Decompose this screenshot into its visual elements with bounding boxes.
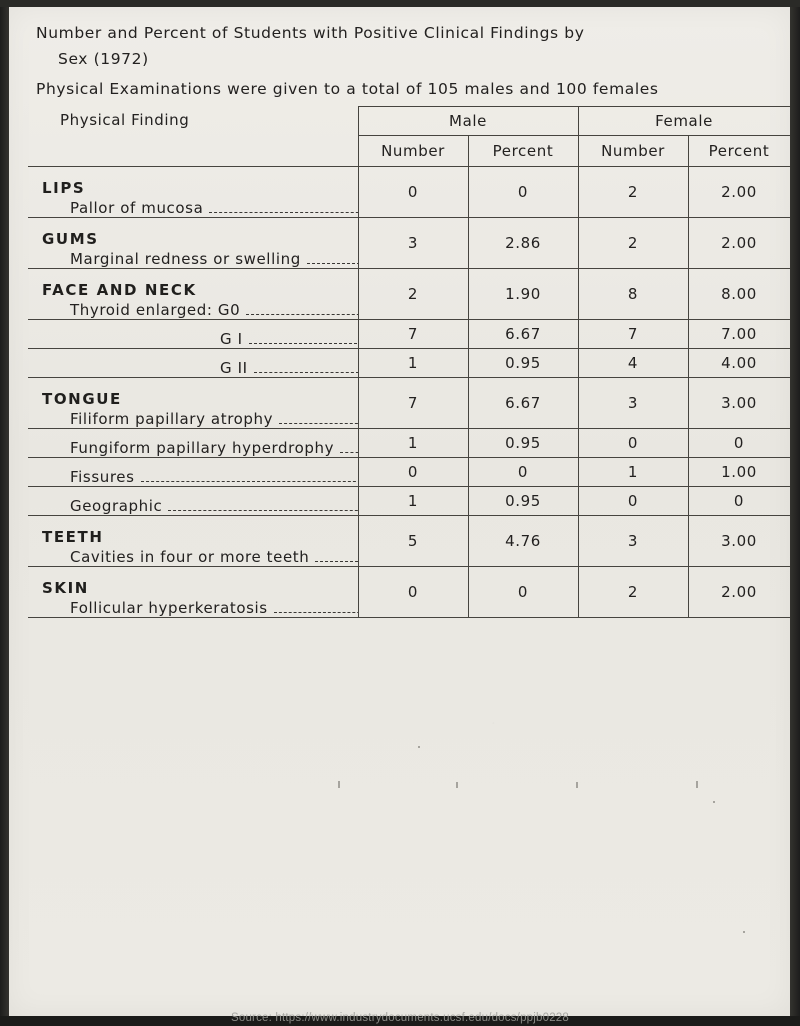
leader-dots (315, 561, 357, 562)
value-male-number: 5 (358, 516, 468, 567)
finding-label-row (36, 548, 358, 566)
value-male-number: 2 (358, 269, 468, 320)
finding-cell (28, 269, 358, 320)
column-header-female-percent: Percent (688, 136, 790, 167)
finding-cell (28, 218, 358, 269)
table-row (28, 349, 790, 378)
finding-label-row (36, 359, 358, 377)
title-line-2: Sex (1972) (58, 50, 149, 68)
table-row (28, 567, 790, 618)
column-header-female: Female (578, 107, 790, 136)
table-header-group-row (28, 107, 790, 136)
finding-cell (28, 167, 358, 218)
table-row (28, 487, 790, 516)
finding-cell (28, 349, 358, 378)
leader-dots (254, 372, 358, 373)
finding-label-row (36, 468, 358, 486)
value-female-percent: 0 (688, 429, 790, 458)
value-female-percent: 1.00 (688, 458, 790, 487)
value-male-number: 0 (358, 167, 468, 218)
leader-dots (274, 612, 358, 613)
value-female-number: 2 (578, 567, 688, 618)
table-row (28, 458, 790, 487)
value-female-number: 3 (578, 516, 688, 567)
table-header (28, 107, 790, 167)
finding-label-row (36, 439, 358, 457)
leader-dots (279, 423, 357, 424)
finding-cell (28, 429, 358, 458)
finding-cell (28, 567, 358, 618)
paper-speck (418, 746, 420, 748)
value-male-percent: 0.95 (468, 429, 578, 458)
table-row (28, 167, 790, 218)
column-header-male-number: Number (358, 136, 468, 167)
finding-label: Cavities in four or more teeth (70, 548, 310, 566)
value-male-number: 1 (358, 487, 468, 516)
table-row (28, 429, 790, 458)
finding-label-row (36, 250, 358, 268)
finding-label-row (36, 497, 358, 515)
column-header-male-percent: Percent (468, 136, 578, 167)
value-female-percent: 7.00 (688, 320, 790, 349)
value-male-percent: 6.67 (468, 320, 578, 349)
leader-dots (168, 510, 357, 511)
finding-label: Follicular hyperkeratosis (70, 599, 268, 617)
value-female-number: 2 (578, 167, 688, 218)
value-female-number: 0 (578, 429, 688, 458)
table-row (28, 320, 790, 349)
value-male-percent: 6.67 (468, 378, 578, 429)
value-female-number: 4 (578, 349, 688, 378)
value-male-number: 0 (358, 458, 468, 487)
value-female-percent: 2.00 (688, 567, 790, 618)
finding-label-row (36, 301, 358, 319)
finding-label: Fungiform papillary hyperdrophy (70, 439, 335, 457)
finding-label: Thyroid enlarged: G0 (70, 301, 241, 319)
document-title (36, 20, 776, 72)
value-female-percent: 3.00 (688, 516, 790, 567)
value-female-percent: 2.00 (688, 218, 790, 269)
finding-label: Filiform papillary atrophy (70, 410, 274, 428)
finding-label: Fissures (70, 468, 135, 486)
source-footer: Source: https://www.industrydocuments.ucsf.edu/docs/ppjb0228 (230, 1012, 569, 1024)
table-row (28, 516, 790, 567)
section-heading: FACE AND NECK (42, 281, 197, 299)
leader-dots (340, 452, 357, 453)
paper-sheet (8, 6, 791, 1016)
finding-label: G I (220, 330, 243, 348)
value-male-percent: 2.86 (468, 218, 578, 269)
value-female-number: 8 (578, 269, 688, 320)
table-body (28, 167, 790, 618)
value-female-number: 1 (578, 458, 688, 487)
value-male-percent: 1.90 (468, 269, 578, 320)
value-male-number: 3 (358, 218, 468, 269)
section-heading: LIPS (42, 179, 86, 197)
column-header-female-number: Number (578, 136, 688, 167)
finding-cell (28, 487, 358, 516)
paper-speck (456, 782, 458, 788)
paper-speck (696, 781, 698, 788)
finding-label: G II (220, 359, 248, 377)
finding-label-row (36, 199, 358, 217)
paper-speck (713, 801, 715, 803)
value-male-percent: 4.76 (468, 516, 578, 567)
value-male-number: 1 (358, 429, 468, 458)
finding-cell (28, 458, 358, 487)
value-male-percent: 0 (468, 458, 578, 487)
finding-cell (28, 516, 358, 567)
value-male-number: 7 (358, 320, 468, 349)
finding-label: Geographic (70, 497, 163, 515)
table-row (28, 269, 790, 320)
section-heading: TEETH (42, 528, 104, 546)
finding-label: Marginal redness or swelling (70, 250, 301, 268)
section-heading: SKIN (42, 579, 89, 597)
scan-edge-left (0, 0, 9, 1026)
paper-speck (576, 782, 578, 788)
leader-dots (209, 212, 357, 213)
section-heading: TONGUE (42, 390, 122, 408)
value-female-number: 0 (578, 487, 688, 516)
finding-cell (28, 320, 358, 349)
table-row (28, 218, 790, 269)
value-female-percent: 8.00 (688, 269, 790, 320)
scan-edge-top (0, 0, 800, 7)
value-male-number: 0 (358, 567, 468, 618)
column-header-physical-finding: Physical Finding (28, 107, 358, 167)
document-subtitle: Physical Examinations were given to a total of 105 males and 100 females (36, 80, 659, 98)
section-heading: GUMS (42, 230, 99, 248)
title-line-1: Number and Percent of Students with Positive Clinical Findings by (36, 24, 585, 42)
value-female-percent: 0 (688, 487, 790, 516)
finding-label: Pallor of mucosa (70, 199, 204, 217)
value-female-percent: 3.00 (688, 378, 790, 429)
table-row (28, 378, 790, 429)
leader-dots (307, 263, 358, 264)
finding-label-row (36, 330, 358, 348)
finding-label-row (36, 410, 358, 428)
scan-edge-right (790, 0, 800, 1026)
value-female-number: 7 (578, 320, 688, 349)
value-male-number: 7 (358, 378, 468, 429)
value-female-percent: 2.00 (688, 167, 790, 218)
value-male-percent: 0 (468, 167, 578, 218)
column-header-male: Male (358, 107, 578, 136)
value-male-number: 1 (358, 349, 468, 378)
value-male-percent: 0 (468, 567, 578, 618)
value-female-number: 2 (578, 218, 688, 269)
value-female-percent: 4.00 (688, 349, 790, 378)
clinical-findings-table (28, 106, 791, 618)
paper-speck (338, 781, 340, 788)
value-male-percent: 0.95 (468, 487, 578, 516)
value-male-percent: 0.95 (468, 349, 578, 378)
finding-cell (28, 378, 358, 429)
leader-dots (249, 343, 358, 344)
finding-label-row (36, 599, 358, 617)
leader-dots (141, 481, 358, 482)
leader-dots (246, 314, 357, 315)
value-female-number: 3 (578, 378, 688, 429)
paper-speck (743, 931, 745, 933)
